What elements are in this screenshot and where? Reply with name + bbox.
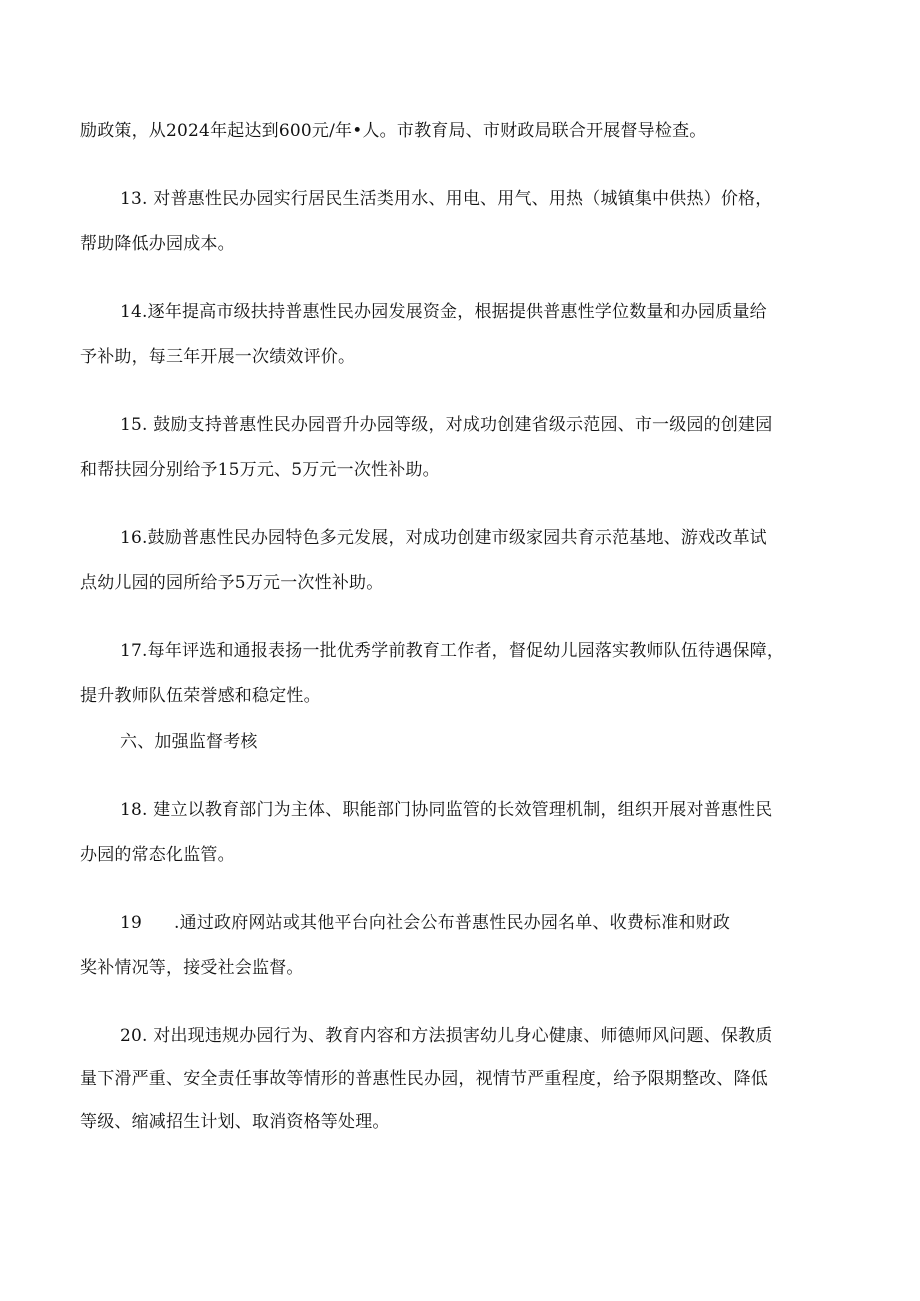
item-15-line-1 bbox=[120, 414, 772, 436]
item-16-line-2 bbox=[80, 572, 383, 594]
line-text: . 对出现违规办园行为、教育内容和方法损害幼儿身心健康、师德师风问题、保教质 bbox=[142, 1026, 773, 1046]
heading-text: 六、加强监督考核 bbox=[120, 732, 258, 752]
line-text: . 鼓励支持普惠性民办园晋升办园等级，对成功创建省级示范园、市一级园的创建园 bbox=[142, 415, 773, 435]
item-18-line-2 bbox=[80, 844, 235, 866]
line-text: . 建立以教育部门为主体、职能部门协同监管的长效管理机制，组织开展对普惠性民 bbox=[142, 800, 773, 820]
line-text: 予补助，每三年开展一次绩效评价。 bbox=[80, 347, 356, 367]
item-number: 15 bbox=[120, 415, 143, 435]
item-20-line-1 bbox=[120, 1025, 772, 1047]
line-text: 和帮扶园分别给予15万元、5万元一次性补助。 bbox=[80, 460, 440, 480]
line-text: .逐年提高市级扶持普惠性民办园发展资金，根据提供普惠性学位数量和办园质量给 bbox=[142, 302, 767, 322]
line-text: 提升教师队伍荣誉感和稳定性。 bbox=[80, 686, 321, 706]
line-text: .每年评选和通报表扬一批优秀学前教育工作者，督促幼儿园落实教师队伍待遇保障， bbox=[142, 641, 785, 661]
item-number: 16 bbox=[120, 528, 143, 548]
item-19-line-2 bbox=[80, 957, 304, 979]
item-number: 17 bbox=[120, 641, 143, 661]
item-17-line-2 bbox=[80, 685, 321, 707]
paragraph-12-continuation bbox=[80, 120, 706, 142]
line-text: .鼓励普惠性民办园特色多元发展，对成功创建市级家园共育示范基地、游戏改革试 bbox=[142, 528, 767, 548]
item-number: 20 bbox=[120, 1026, 143, 1046]
item-13-line-1 bbox=[120, 188, 772, 210]
item-20-line-2 bbox=[80, 1068, 768, 1090]
line-text: 办园的常态化监管。 bbox=[80, 845, 235, 865]
section-heading bbox=[120, 731, 258, 753]
item-14-line-1 bbox=[120, 301, 767, 323]
item-13-line-2 bbox=[80, 233, 235, 255]
line-text: .通过政府网站或其他平台向社会公布普惠性民办园名单、收费标准和财政 bbox=[174, 913, 731, 933]
line-text: 量下滑严重、安全责任事故等情形的普惠性民办园，视情节严重程度，给予限期整改、降低 bbox=[80, 1069, 768, 1089]
line-text: 奖补情况等，接受社会监督。 bbox=[80, 958, 304, 978]
line-text: 帮助降低办园成本。 bbox=[80, 234, 235, 254]
item-18-line-1 bbox=[120, 799, 772, 821]
line-text: 点幼儿园的园所给予5万元一次性补助。 bbox=[80, 573, 384, 593]
item-number: 13 bbox=[120, 189, 143, 209]
item-19-line-1 bbox=[120, 912, 730, 934]
line-text: . 对普惠性民办园实行居民生活类用水、用电、用气、用热（城镇集中供热）价格， bbox=[142, 189, 773, 209]
item-20-line-3 bbox=[80, 1111, 390, 1133]
item-14-line-2 bbox=[80, 346, 355, 368]
line-text: 励政策，从2024年起达到600元/年•人。市教育局、市财政局联合开展督导检查。 bbox=[80, 121, 707, 141]
item-17-line-1 bbox=[120, 640, 784, 662]
line-text: 等级、缩减招生计划、取消资格等处理。 bbox=[80, 1112, 390, 1132]
item-number: 14 bbox=[120, 302, 143, 322]
item-16-line-1 bbox=[120, 527, 767, 549]
item-number: 19 bbox=[120, 913, 143, 933]
item-15-line-2 bbox=[80, 459, 440, 481]
item-number: 18 bbox=[120, 800, 143, 820]
